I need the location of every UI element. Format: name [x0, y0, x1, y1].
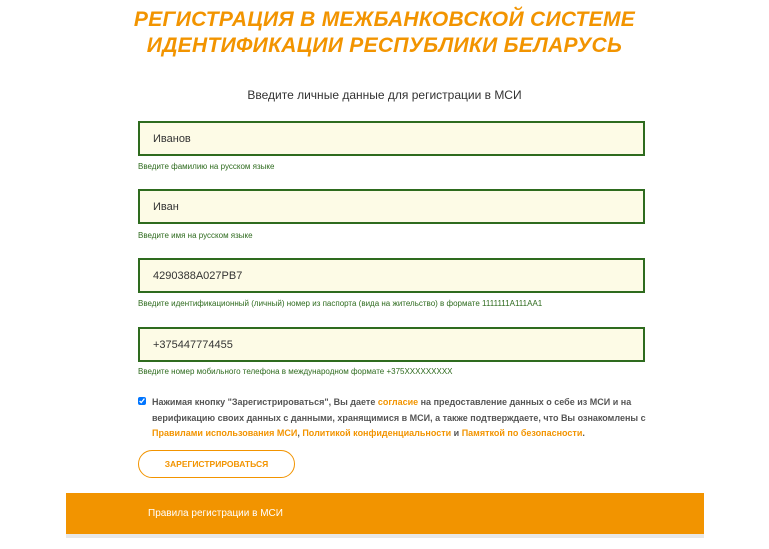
name-hint: Введите имя на русском языке: [138, 231, 253, 240]
id-number-hint: Введите идентификационный (личный) номер из паспорта (вида на жительство) в формате 1111111A111AA1: [138, 299, 543, 308]
rules-of-use-link[interactable]: Правилами использования МСИ: [152, 428, 298, 438]
consent-text-part-2: на предоставление данных о себе из МСИ и на верификацию своих данных с данными, хранящимися в МСИ, а также подтверждаете, что Вы ознакомлены с: [152, 397, 646, 423]
consent-link[interactable]: согласие: [377, 397, 419, 407]
id-number-input[interactable]: 4290388A027PB7: [138, 258, 645, 293]
register-button[interactable]: ЗАРЕГИСТРИРОВАТЬСЯ: [138, 450, 295, 478]
name-input[interactable]: Иван: [138, 189, 645, 224]
privacy-policy-link[interactable]: Политикой конфиденциальности: [302, 428, 452, 438]
security-memo-link[interactable]: Памяткой по безопасности: [461, 428, 583, 438]
registration-rules-link[interactable]: Правила регистрации в МСИ: [148, 508, 283, 519]
consent-text-part-3: ,: [297, 428, 303, 438]
consent-text-part-5: .: [582, 428, 585, 438]
footer-bar: [66, 493, 704, 534]
consent-checkbox[interactable]: [138, 397, 146, 405]
surname-hint: Введите фамилию на русском языке: [138, 162, 275, 171]
footer-divider: [66, 534, 704, 538]
phone-input[interactable]: +375447774455: [138, 327, 645, 362]
page-title-line-1: РЕГИСТРАЦИЯ В МЕЖБАНКОВСКОЙ СИСТЕМЕ: [133, 8, 636, 31]
page-title-line-2: ИДЕНТИФИКАЦИИ РЕСПУБЛИКИ БЕЛАРУСЬ: [146, 34, 623, 57]
phone-hint: Введите номер мобильного телефона в международном формате +375XXXXXXXXX: [138, 367, 453, 376]
consent-text-part-1: Нажимая кнопку "Зарегистрироваться", Вы даете: [152, 397, 378, 407]
form-subtitle: Введите личные данные для регистрации в МСИ: [247, 88, 522, 102]
consent-text: [152, 395, 658, 442]
consent-text-part-4: и: [451, 428, 462, 438]
surname-input[interactable]: Иванов: [138, 121, 645, 156]
